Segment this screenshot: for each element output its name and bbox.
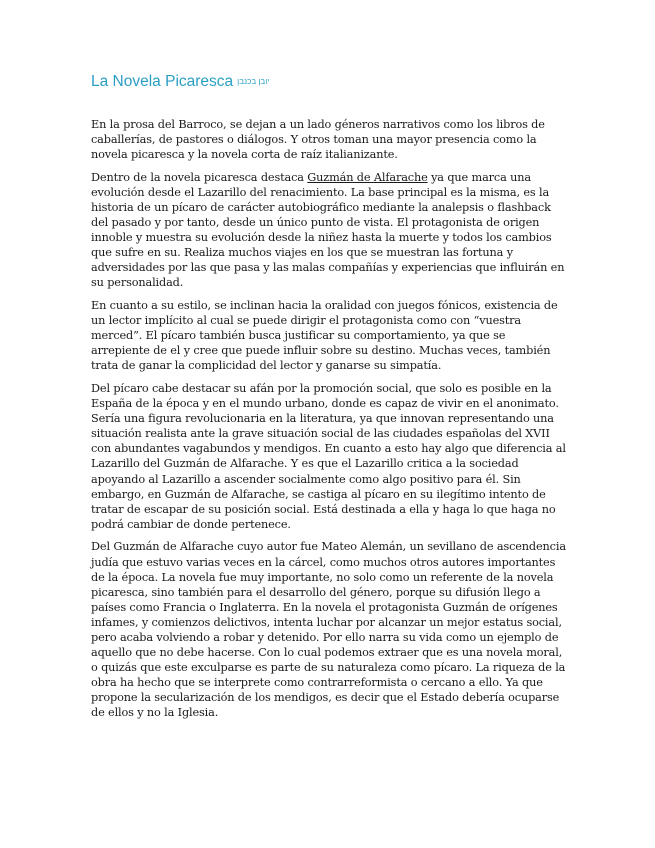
document-body — [91, 117, 567, 728]
paragraph-3: En cuanto a su estilo, se inclinan hacia la oralidad con juegos fónicos, existencia de un lector implícito al cual se puede dirigir el protagonista como con “vuestra merced”. El pícaro también busca justificar su comportamiento, ya que se arrepiente de el y cree que puede influir sobre su destino. Muchas veces, también trata de ganar la complicidad del lector y ganarse su simpatía. — [91, 299, 558, 373]
paragraph-1: En la prosa del Barroco, se dejan a un lado géneros narrativos como los libros de caballerías, de pastores o diálogos. Y otros toman una mayor presencia como la novela picaresca y la novela corta de raíz italianizante. — [91, 118, 545, 162]
title-suffix: יובן בכנבן — [237, 77, 270, 87]
document-title — [91, 73, 269, 91]
paragraph-5: Del Guzmán de Alfarache cuyo autor fue Mateo Alemán, un sevillano de ascendencia judía que estuvo varias veces en la cárcel, como muchos otros autores importantes de la época. La novela fue muy importante, no solo como un referente de la novela picaresca, sino también para el desarrollo del género, porque su difusión llego a países como Francia o Inglaterra. En la novela el protagonista Guzmán de orígenes infames, y comienzos delictivos, intenta luchar por alcanzar un mejor estatus social, pero acaba volviendo a robar y detenido. Por ello narra su vida como un ejemplo de aquello que no debe hacerse. Con lo cual podemos extraer que es una novela moral, o quizás que este exculparse es parte de su naturaleza como pícaro. La riqueza de la obra ha hecho que se interprete como contrarreformista o cercano a ello. Ya que propone la secularización de los mendigos, es decir que el Estado debería ocuparse de ellos y no la Iglesia. — [91, 540, 566, 720]
title-text: La Novela Picaresca — [91, 73, 234, 90]
paragraph-2 — [91, 170, 567, 291]
guzman-link[interactable]: Guzmán de Alfarache — [307, 170, 428, 184]
paragraph-2-start: Dentro de la novela picaresca destaca — [91, 170, 308, 184]
paragraph-4: Del pícaro cabe destacar su afán por la promoción social, que solo es posible en la España de la época y en el mundo urbano, donde es capaz de vivir en el anonimato. Sería una figura revolucionaria en la literatura, ya que innovan representando una situación realista ante la grave situación social de las ciudades españolas del XVII con abundantes vagabundos y mendigos. En cuanto a esto hay algo que diferencia al Lazarillo del Guzmán de Alfarache. Y es que el Lazarillo critica a la sociedad apoyando al Lazarillo a ascender socialmente como algo positivo para él. Sin embargo, en Guzmán de Alfarache, se castiga al pícaro en su ilegítimo intento de tratar de escapar de su posición social. Está destinada a ella y haga lo que haga no podrá cambiar de donde pertenece. — [91, 382, 566, 531]
paragraph-2-rest: ya que marca una evolución desde el Lazarillo del renacimiento. La base principal es la misma, es la historia de un pícaro de carácter autobiográfico mediante la analepsis o flashback del pasado y por tanto, desde un único punto de vista. El protagonista de origen innoble y muestra su evolución desde la niñez hasta la muerte y todos los cambios que sufre en su. Realiza muchos viajes en los que se muestran las fortuna y adversidades por las que pasa y las malas compañías y experiencias que influirán en su personalidad. — [91, 170, 565, 290]
